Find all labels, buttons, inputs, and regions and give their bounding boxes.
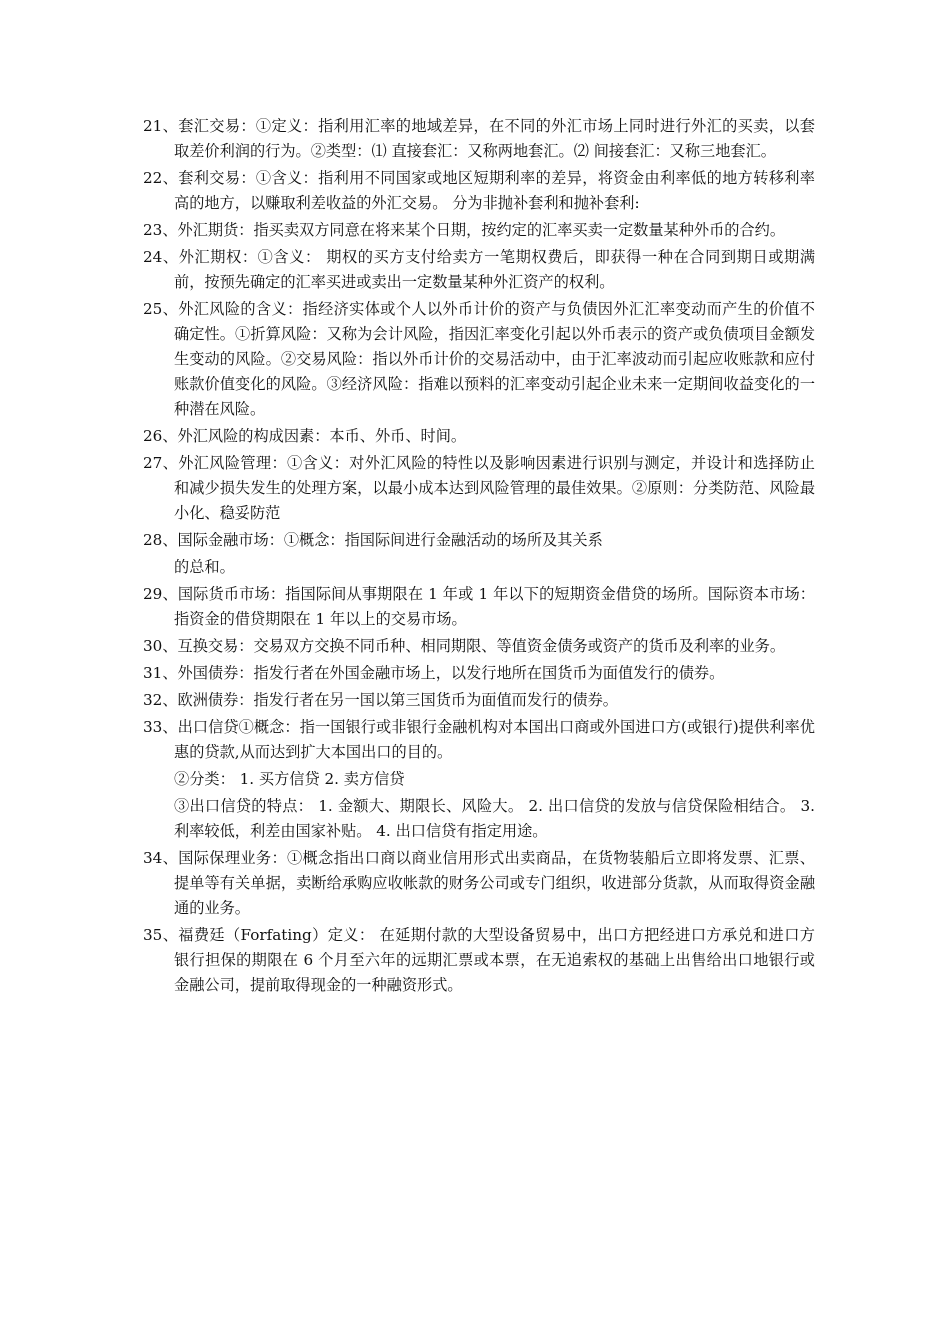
entry-28-continuation: 的总和。 (174, 558, 235, 576)
entry-text: 外汇风险的含义：指经济实体或个人以外币计价的资产与负债因外汇汇率变动而产生的价值不确定性。①折算风险：又称为会计风险，指因汇率变化引起以外币表示的资产或负债项目金额发生变动的风险。②交易风险：指以外币计价的交易活动中，由于汇率波动而引起应收账款和应付账款价值变化的风险。③经济风险：指难以预料的汇率变动引起企业未来一定期间收益变化的一种潜在风险。 (174, 300, 815, 418)
document-body (143, 114, 815, 1000)
entry-text: 套汇交易：①定义：指利用汇率的地域差异，在不同的外汇市场上同时进行外汇的买卖，以套取差价利润的行为。②类型：⑴ 直接套汇：又称两地套汇。⑵ 间接套汇：又称三地套汇。 (174, 117, 815, 160)
entry-35 (143, 923, 815, 998)
entry-text: 套利交易：①含义：指利用不同国家或地区短期利率的差异，将资金由利率低的地方转移利率高的地方，以赚取利差收益的外汇交易。 分为非抛补套利和抛补套利: (174, 169, 815, 212)
entry-text: 外汇期权：①含义： 期权的买方支付给卖方一笔期权费后，即获得一种在合同到期日或期满前，按预先确定的汇率买进或卖出一定数量某种外汇资产的权利。 (174, 248, 816, 291)
entry-number: 29、 (143, 585, 178, 603)
entry-text: 国际货币市场：指国际间从事期限在 1 年或 1 年以下的短期资金借贷的场所。国际资本市场：指资金的借贷期限在 1 年以上的交易市场。 (174, 585, 815, 628)
entry-number: 22、 (143, 169, 179, 187)
entry-text: 外国债券：指发行者在外国金融市场上，以发行地所在国货币为面值发行的债券。 (177, 664, 725, 682)
entry-32 (143, 688, 815, 713)
entry-24 (143, 245, 815, 295)
entry-number: 26、 (143, 427, 178, 445)
entry-text: 出口信贷①概念：指一国银行或非银行金融机构对本国出口商或外国进口方(或银行)提供利率优惠的贷款,从而达到扩大本国出口的目的。 (174, 718, 815, 761)
entry-text: 欧洲债券：指发行者在另一国以第三国货币为面值而发行的债券。 (177, 691, 618, 709)
entry-27 (143, 451, 815, 526)
entry-29 (143, 582, 815, 632)
entry-text: 外汇期货：指买卖双方同意在将来某个日期，按约定的汇率买卖一定数量某种外币的合约。 (177, 221, 786, 239)
entry-number: 21、 (143, 117, 179, 135)
entry-number: 24、 (143, 248, 179, 266)
entry-number: 35、 (143, 926, 179, 944)
entry-30 (143, 634, 815, 659)
entry-34 (143, 846, 815, 921)
entry-33 (143, 715, 815, 765)
entry-33-classification: ②分类： 1. 买方信贷 2. 卖方信贷 (174, 770, 405, 788)
entry-number: 28、 (143, 531, 178, 549)
entry-number: 25、 (143, 300, 179, 318)
entry-text: 福费廷（Forfating）定义： 在延期付款的大型设备贸易中，出口方把经进口方承兑和进口方银行担保的期限在 6 个月至六年的远期汇票或本票，在无追索权的基础上出售给出口地银行或金融公司，提前取得现金的一种融资形式。 (174, 926, 815, 994)
entry-number: 23、 (143, 221, 178, 239)
entry-number: 30、 (143, 637, 178, 655)
entry-number: 32、 (143, 691, 178, 709)
entry-text: 国际保理业务：①概念指出口商以商业信用形式出卖商品，在货物装船后立即将发票、汇票、提单等有关单据，卖断给承购应收帐款的财务公司或专门组织，收进部分货款，从而取得资金融通的业务。 (174, 849, 815, 917)
entry-25 (143, 297, 815, 422)
entry-number: 34、 (143, 849, 179, 867)
entry-23 (143, 218, 815, 243)
entry-26 (143, 424, 815, 449)
entry-28 (143, 528, 815, 553)
entry-number: 33、 (143, 718, 178, 736)
entry-text: 国际金融市场：①概念：指国际间进行金融活动的场所及其关系 (177, 531, 603, 549)
entry-text: 外汇风险管理：①含义：对外汇风险的特性以及影响因素进行识别与测定，并设计和选择防止和减少损失发生的处理方案，以最小成本达到风险管理的最佳效果。②原则：分类防范、风险最小化、稳妥防范 (174, 454, 815, 522)
entry-number: 27、 (143, 454, 179, 472)
entry-22 (143, 166, 815, 216)
entry-text: 外汇风险的构成因素：本币、外币、时间。 (177, 427, 467, 445)
entry-33-features: ③出口信贷的特点： 1. 金额大、期限长、风险大。 2. 出口信贷的发放与信贷保险相结合。 3. 利率较低，利差由国家补贴。 4. 出口信贷有指定用途。 (174, 797, 815, 840)
entry-31 (143, 661, 815, 686)
entry-text: 互换交易：交易双方交换不同币种、相同期限、等值资金债务或资产的货币及利率的业务。 (177, 637, 786, 655)
entry-number: 31、 (143, 664, 178, 682)
entry-21 (143, 114, 815, 164)
